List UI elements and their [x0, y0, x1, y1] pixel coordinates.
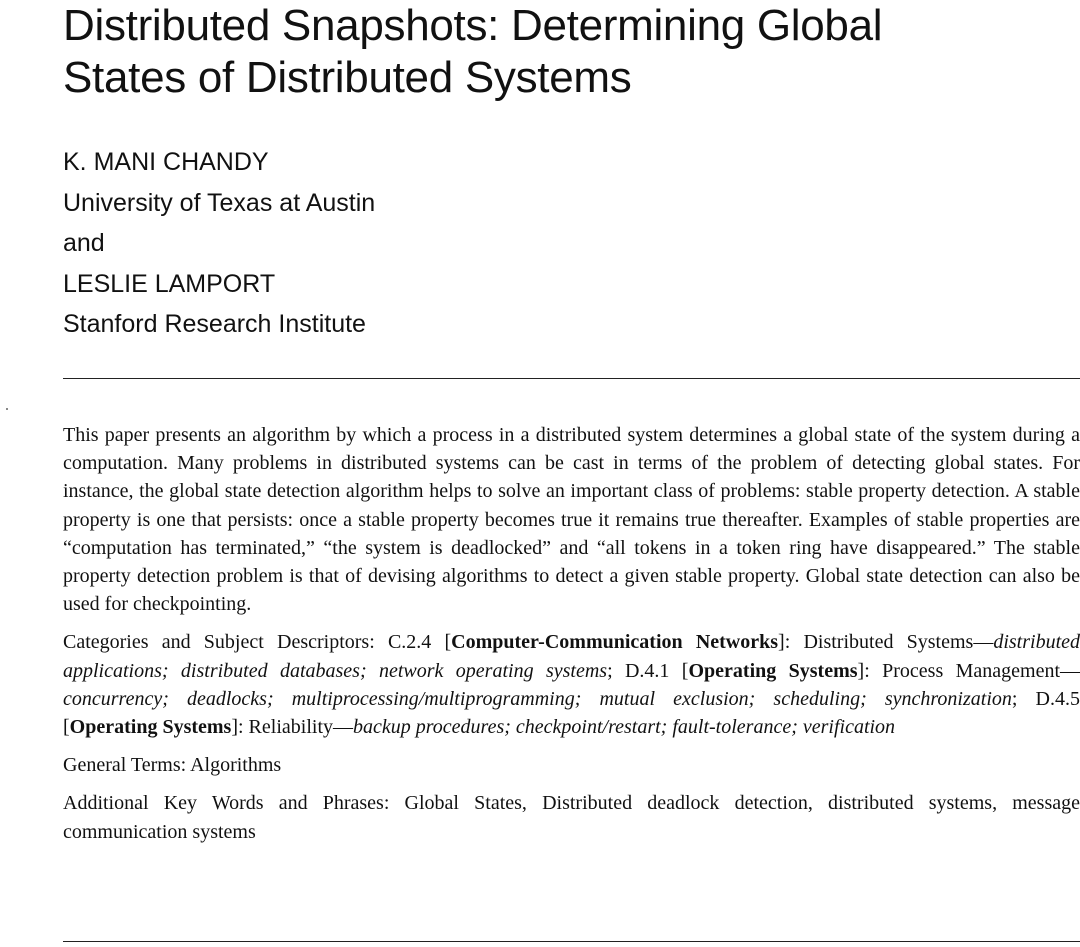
category-d45-heading: Operating Systems — [69, 716, 232, 739]
category-c24-heading: Computer-Communication Networks — [451, 631, 779, 654]
author-1-name: K. MANI CHANDY — [63, 148, 269, 176]
category-d41-subject: ]: Process Management— — [857, 659, 1080, 682]
abstract-paragraph: This paper presents an algorithm by which a process in a distributed system determines a global state of the system during a computation. Many problems in distributed systems can be cast in terms of the problem of detecting global states. For instance, the global state detection algorithm helps to solve an important class of problems: stable property detection. A stable property is one that persists: once a stable property becomes true it remains true thereafter. Examples of stable properties are “computation has terminated,” “the system is deadlocked” and “all tokens in a token ring have disappeared.” The stable property detection problem is that of devising algorithms to detect a given stable property. Global state detection can also be used for checkpointing. — [63, 424, 1080, 616]
category-c24-subject: ]: Distributed Systems— — [778, 631, 994, 654]
keywords-paragraph: Additional Key Words and Phrases: Global States, Distributed deadlock detection, distributed systems, message communication systems — [63, 792, 1080, 843]
author-block — [63, 142, 375, 345]
top-divider — [63, 378, 1080, 379]
author-2-affiliation: Stanford Research Institute — [63, 310, 366, 338]
category-d45-terms: backup procedures; checkpoint/restart; fault-tolerance; verification — [353, 716, 896, 739]
author-1-affiliation: University of Texas at Austin — [63, 188, 376, 217]
general-terms-paragraph: General Terms: Algorithms — [63, 754, 282, 777]
category-c24-code: C.2.4 [ — [387, 631, 452, 654]
categories-label: Categories and Subject Descriptors: — [63, 631, 388, 654]
author-2-name: LESLIE LAMPORT — [63, 269, 276, 298]
paper-title-line-1: Distributed Snapshots: Determining Global — [63, 1, 883, 50]
category-d41-heading: Operating Systems — [688, 659, 858, 682]
category-d45-subject: ]: Reliability— — [231, 716, 353, 739]
abstract-section — [63, 421, 1080, 856]
category-d41-terms: concurrency; deadlocks; multiprocessing/multiprogramming; mutual exclusion; scheduling; synchronization — [63, 687, 1012, 710]
categories-paragraph — [63, 628, 1080, 741]
category-d45-code: ; D.4.5 [ — [63, 687, 1080, 739]
bottom-divider — [63, 941, 1080, 942]
category-d41-code: ; D.4.1 [ — [607, 659, 689, 682]
paper-title-line-2: States of Distributed Systems — [63, 53, 632, 102]
category-c24-terms: distributed applications; distributed databases; network operating systems — [63, 631, 1080, 682]
paper-title — [63, 0, 1073, 104]
scan-speck — [6, 408, 8, 410]
author-conjunction: and — [63, 229, 105, 257]
